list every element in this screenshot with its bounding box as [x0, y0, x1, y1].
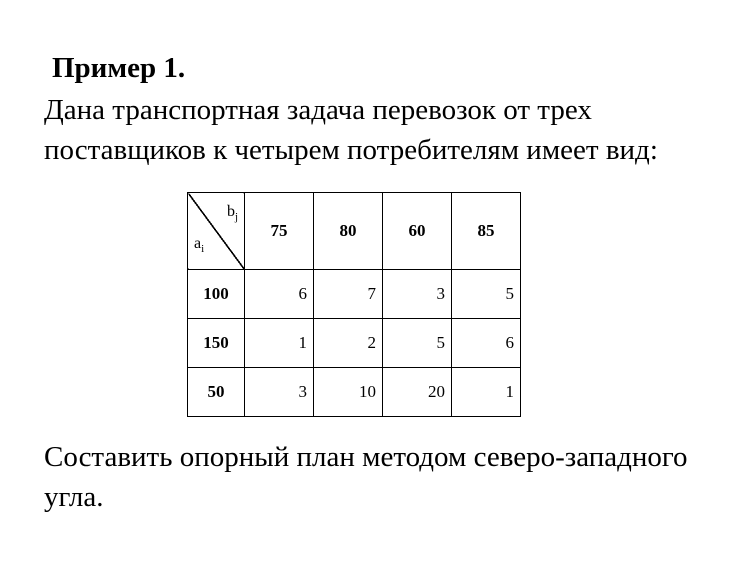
demand-label: $b_j$: [226, 203, 238, 224]
cost-cell: 5: [383, 319, 452, 368]
transport-table: [187, 192, 521, 417]
cost-cell: 5: [452, 270, 521, 319]
task-statement: Составить опорный план методом северо-западного угла.: [44, 441, 688, 513]
demand-cell: 85: [452, 193, 521, 270]
cost-cell: 3: [245, 368, 314, 417]
demand-cell: 75: [245, 193, 314, 270]
demand-row: [188, 193, 521, 270]
example-title: Пример 1.: [52, 52, 186, 84]
table-row: [188, 270, 521, 319]
cost-cell: 20: [383, 368, 452, 417]
cost-cell: 10: [314, 368, 383, 417]
cost-cell: 7: [314, 270, 383, 319]
demand-cell: 60: [383, 193, 452, 270]
cost-cell: 6: [245, 270, 314, 319]
cost-cell: 3: [383, 270, 452, 319]
supply-cell: 150: [188, 319, 245, 368]
table-row: [188, 319, 521, 368]
corner-cell: [188, 193, 245, 270]
cost-cell: 1: [452, 368, 521, 417]
problem-statement: Дана транспортная задача перевозок от трех поставщиков к четырем потребителям имеет вид:: [44, 94, 658, 166]
demand-cell: 80: [314, 193, 383, 270]
supply-cell: 100: [188, 270, 245, 319]
supply-label: $a_i$: [194, 234, 205, 255]
supply-cell: 50: [188, 368, 245, 417]
cost-cell: 6: [452, 319, 521, 368]
table-row: [188, 368, 521, 417]
cost-cell: 2: [314, 319, 383, 368]
cost-cell: 1: [245, 319, 314, 368]
